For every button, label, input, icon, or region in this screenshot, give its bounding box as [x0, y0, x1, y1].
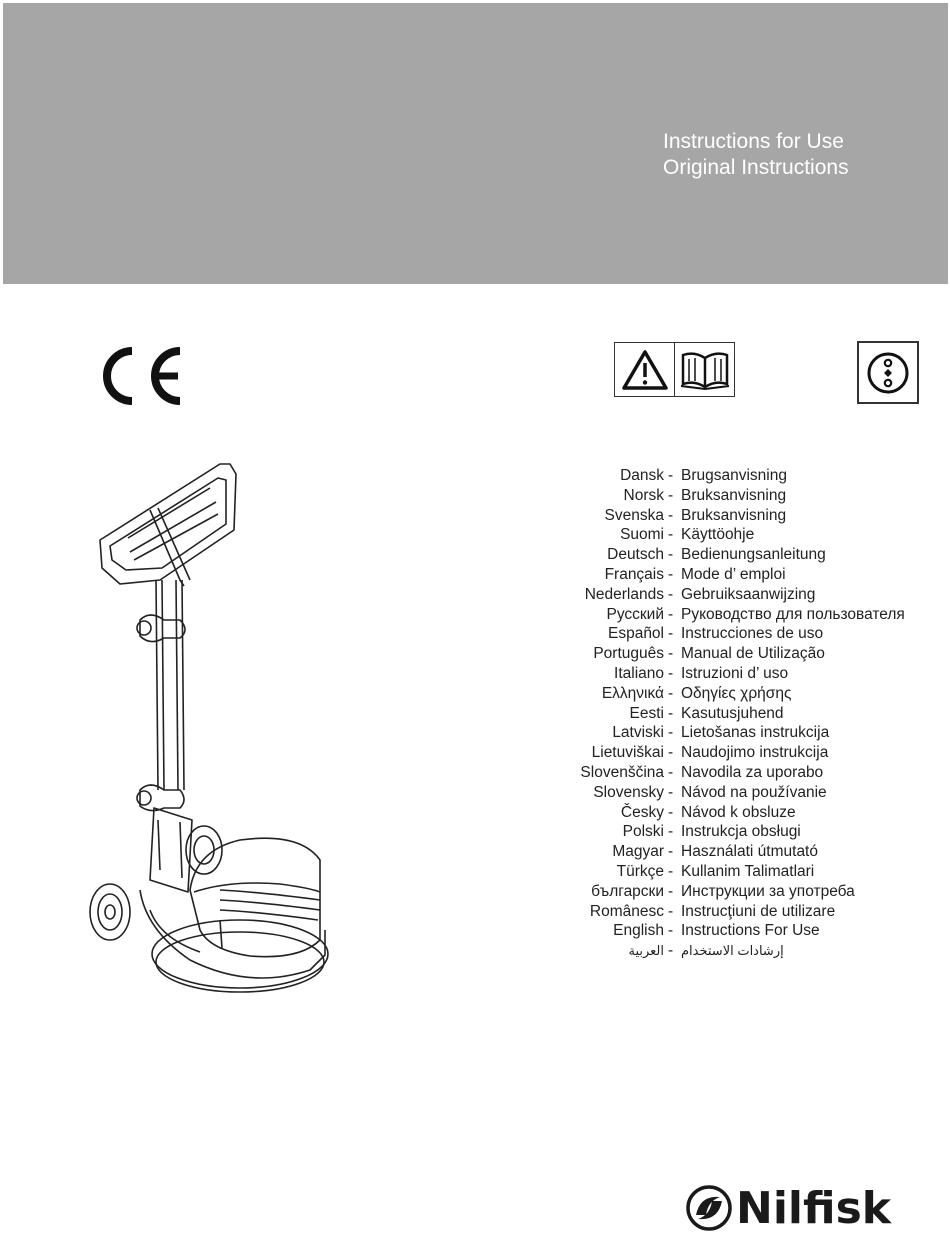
language-name: Românesc [589, 902, 664, 920]
language-row [560, 941, 945, 961]
language-row [560, 882, 945, 902]
warning-cell [615, 343, 674, 396]
language-name: Nederlands [584, 585, 664, 603]
language-name: Česky [620, 803, 664, 821]
language-row [560, 486, 945, 506]
language-manual-title: Naudojimo instrukcija [681, 744, 829, 762]
language-separator: - [668, 803, 674, 821]
language-row [560, 763, 945, 783]
language-row [560, 902, 945, 922]
language-row [560, 644, 945, 664]
language-name: български [591, 882, 664, 900]
language-manual-title: Руководство для пользователя [681, 605, 905, 623]
language-row [560, 664, 945, 684]
language-separator: - [668, 565, 674, 583]
language-separator: - [668, 506, 674, 524]
language-name: Italiano [614, 664, 664, 682]
language-separator: - [668, 704, 674, 722]
language-row [560, 585, 945, 605]
brand-name: Nilfisk [736, 1182, 892, 1234]
language-name: Русский [606, 605, 664, 623]
language-manual-title: Bruksanvisning [681, 486, 787, 504]
language-name: Norsk [623, 486, 664, 504]
language-name: Magyar [612, 843, 664, 861]
language-separator: - [668, 546, 674, 564]
language-manual-title: Bedienungsanleitung [681, 546, 826, 564]
language-name: Português [593, 645, 664, 663]
language-name: Suomi [620, 526, 664, 544]
language-name: Latviski [612, 724, 664, 742]
banner-titles [663, 129, 849, 181]
language-manual-title: إرشادات الاستخدام [681, 943, 784, 959]
language-manual-title: Οδηγίες χρήσης [681, 684, 792, 702]
warning-triangle-icon [621, 349, 669, 391]
language-separator: - [668, 605, 674, 623]
information-pictogram [857, 341, 919, 404]
language-name: Lietuviškai [591, 744, 664, 762]
language-separator: - [668, 526, 674, 544]
language-separator: - [668, 744, 674, 762]
language-row [560, 605, 945, 625]
floor-machine-illustration [80, 460, 340, 1020]
open-book-icon [679, 350, 731, 390]
language-name: Slovensky [593, 783, 664, 801]
language-row [560, 624, 945, 644]
language-separator: - [668, 585, 674, 603]
language-row [560, 565, 945, 585]
language-separator: - [668, 645, 674, 663]
language-manual-title: Mode d’ emploi [681, 565, 786, 583]
language-name: Français [604, 565, 664, 583]
language-name: Deutsch [607, 546, 664, 564]
language-name: Slovenščina [580, 763, 664, 781]
language-name: Eesti [629, 704, 664, 722]
language-manual-title: Kasutusjuhend [681, 704, 784, 722]
manual-cell [674, 343, 734, 396]
language-manual-title: Bruksanvisning [681, 506, 787, 524]
language-list [560, 466, 945, 961]
language-row [560, 743, 945, 763]
language-separator: - [668, 862, 674, 880]
language-separator: - [668, 783, 674, 801]
title-instructions-for-use: Instructions for Use [663, 130, 844, 153]
language-manual-title: Navodila za uporabo [681, 763, 824, 781]
language-manual-title: Kullanim Talimatlari [681, 862, 815, 880]
language-manual-title: Návod k obsluze [681, 803, 796, 821]
language-separator: - [668, 467, 674, 484]
language-manual-title: Инструкции за употреба [681, 882, 855, 900]
language-manual-title: Manual de Utilização [681, 645, 825, 663]
language-separator: - [668, 902, 674, 920]
title-original-instructions: Original Instructions [663, 156, 849, 179]
language-name: Türkçe [616, 862, 664, 880]
language-manual-title: Használati útmutató [681, 843, 818, 861]
language-separator: - [668, 724, 674, 742]
language-name: Svenska [604, 506, 664, 524]
language-name: Español [607, 625, 664, 643]
language-manual-title: Istruzioni d’ uso [681, 664, 789, 682]
language-row [560, 704, 945, 724]
read-manual-pictogram [614, 342, 735, 397]
language-row [560, 723, 945, 743]
language-row [560, 921, 945, 941]
language-name: Dansk [620, 467, 664, 484]
nilfisk-logo-icon [686, 1185, 732, 1231]
language-separator: - [668, 942, 674, 960]
language-manual-title: Návod na používanie [681, 783, 827, 801]
ce-mark-icon [96, 345, 184, 407]
language-separator: - [668, 882, 674, 900]
language-manual-title: Käyttöohje [681, 526, 755, 544]
language-row [560, 525, 945, 545]
language-row [560, 803, 945, 823]
language-separator: - [668, 664, 674, 682]
language-row [560, 684, 945, 704]
language-name: English [613, 922, 664, 940]
brand-logo [686, 1184, 891, 1232]
language-row [560, 545, 945, 565]
language-row [560, 506, 945, 526]
language-row [560, 466, 945, 486]
language-manual-title: Gebruiksaanwijzing [681, 585, 816, 603]
language-manual-title: Instrukcja obsługi [681, 823, 801, 841]
language-row [560, 862, 945, 882]
language-name: Polski [622, 823, 664, 841]
language-manual-title: Instrucciones de uso [681, 625, 824, 643]
language-manual-title: Instructions For Use [681, 922, 820, 940]
language-name: Ελληνικά [601, 684, 664, 702]
language-manual-title: Brugsanvisning [681, 467, 787, 484]
language-separator: - [668, 684, 674, 702]
language-separator: - [668, 763, 674, 781]
language-separator: - [668, 922, 674, 940]
language-separator: - [668, 843, 674, 861]
header-banner [3, 3, 948, 284]
language-row [560, 783, 945, 803]
language-row [560, 822, 945, 842]
language-separator: - [668, 625, 674, 643]
language-separator: - [668, 823, 674, 841]
language-manual-title: Instrucţiuni de utilizare [681, 902, 836, 920]
information-icon [866, 351, 910, 395]
language-row [560, 842, 945, 862]
language-separator: - [668, 486, 674, 504]
language-manual-title: Lietošanas instrukcija [681, 724, 830, 742]
language-name: العربية [628, 943, 664, 959]
